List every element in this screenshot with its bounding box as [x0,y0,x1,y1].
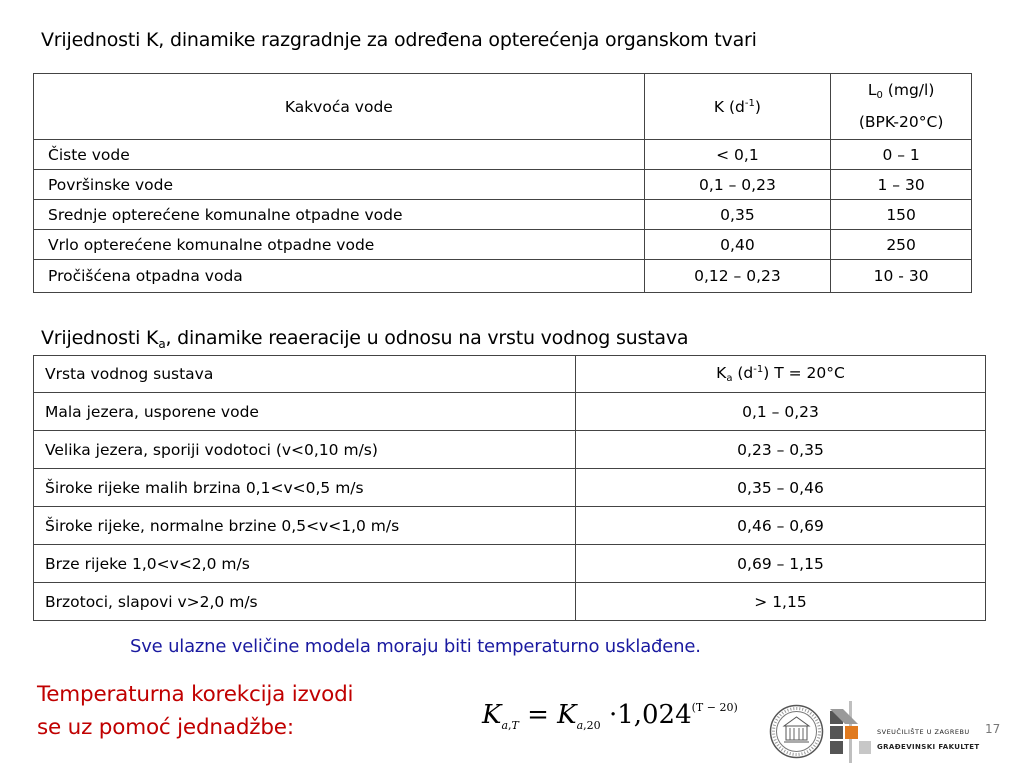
row-ka: 0,1 – 0,23 [576,393,986,431]
header-l0: $L_0$ (mg/l) (BPK-20°C) [831,74,972,140]
row-name: Mala jezera, usporene vode [34,393,576,431]
table1-title: Vrijednosti K, dinamike razgradnje za određena opterećenja organskom tvari [41,29,757,51]
reaeration-table [33,355,986,621]
row-ka: 0,69 – 1,15 [576,545,986,583]
row-name: Vrlo opterećene komunalne otpadne vode [34,230,645,260]
page-number: 17 [985,722,1001,736]
row-l0: 0 – 1 [831,140,972,170]
university-name: SVEUČILIŠTE U ZAGREBU GRAĐEVINSKI FAKULTET [877,728,980,751]
row-name: Čiste vode [34,140,645,170]
table-row [34,200,972,230]
correction-text [37,678,353,744]
row-l0: 150 [831,200,972,230]
table-row [34,230,972,260]
header-ka: $K_a$ $(d^{-1}) T = 20^\circ C$ [576,356,986,393]
temperature-correction-formula: $K_{a,T} = K_{a,20} \cdot 1,024^{(T - 20)}$ [482,700,738,732]
correction-line-1: Temperaturna korekcija izvodi [37,682,354,707]
row-name: Široke rijeke malih brzina 0,1<v<0,5 m/s [34,469,576,507]
row-ka: > 1,15 [576,583,986,621]
table-row [34,140,972,170]
row-l0: 10 - 30 [831,260,972,293]
table2-title: Vrijednosti $K_a$, dinamike reaeracije u odnosu na vrstu vodnog sustava [41,327,689,351]
table-row [34,507,986,545]
table-row [34,431,986,469]
row-name: Pročišćena otpadna voda [34,260,645,293]
row-k: 0,35 [644,200,831,230]
row-name: Velika jezera, sporiji vodotoci (v<0,10 m/s) [34,431,576,469]
row-name: Brzotoci, slapovi v>2,0 m/s [34,583,576,621]
row-name: Brze rijeke 1,0<v<2,0 m/s [34,545,576,583]
row-ka: 0,46 – 0,69 [576,507,986,545]
row-name: Površinske vode [34,170,645,200]
table-row [34,545,986,583]
row-k: 0,1 – 0,23 [644,170,831,200]
decomposition-table [33,73,972,293]
row-ka: 0,35 – 0,46 [576,469,986,507]
table-row [34,170,972,200]
header-system-type: Vrsta vodnog sustava [34,356,576,393]
header-water-quality: Kakvoća vode [34,74,645,140]
table-row [34,393,986,431]
table-header-row [34,74,972,140]
correction-line-2: se uz pomoć jednadžbe: [37,715,294,740]
temperature-note: Sve ulazne veličine modela moraju biti temperaturno usklađene. [130,636,701,657]
row-name: Srednje opterećene komunalne otpadne vode [34,200,645,230]
row-l0: 1 – 30 [831,170,972,200]
table-row [34,469,986,507]
row-name: Široke rijeke, normalne brzine 0,5<v<1,0 m/s [34,507,576,545]
faculty-logo-icon [828,701,873,763]
table-row [34,583,986,621]
row-ka: 0,23 – 0,35 [576,431,986,469]
table-header-row [34,356,986,393]
row-k: 0,12 – 0,23 [644,260,831,293]
table-row [34,260,972,293]
header-k: K $(d^{-1})$ [644,74,831,140]
row-l0: 250 [831,230,972,260]
row-k: 0,40 [644,230,831,260]
university-seal-icon [769,704,824,759]
row-k: < 0,1 [644,140,831,170]
